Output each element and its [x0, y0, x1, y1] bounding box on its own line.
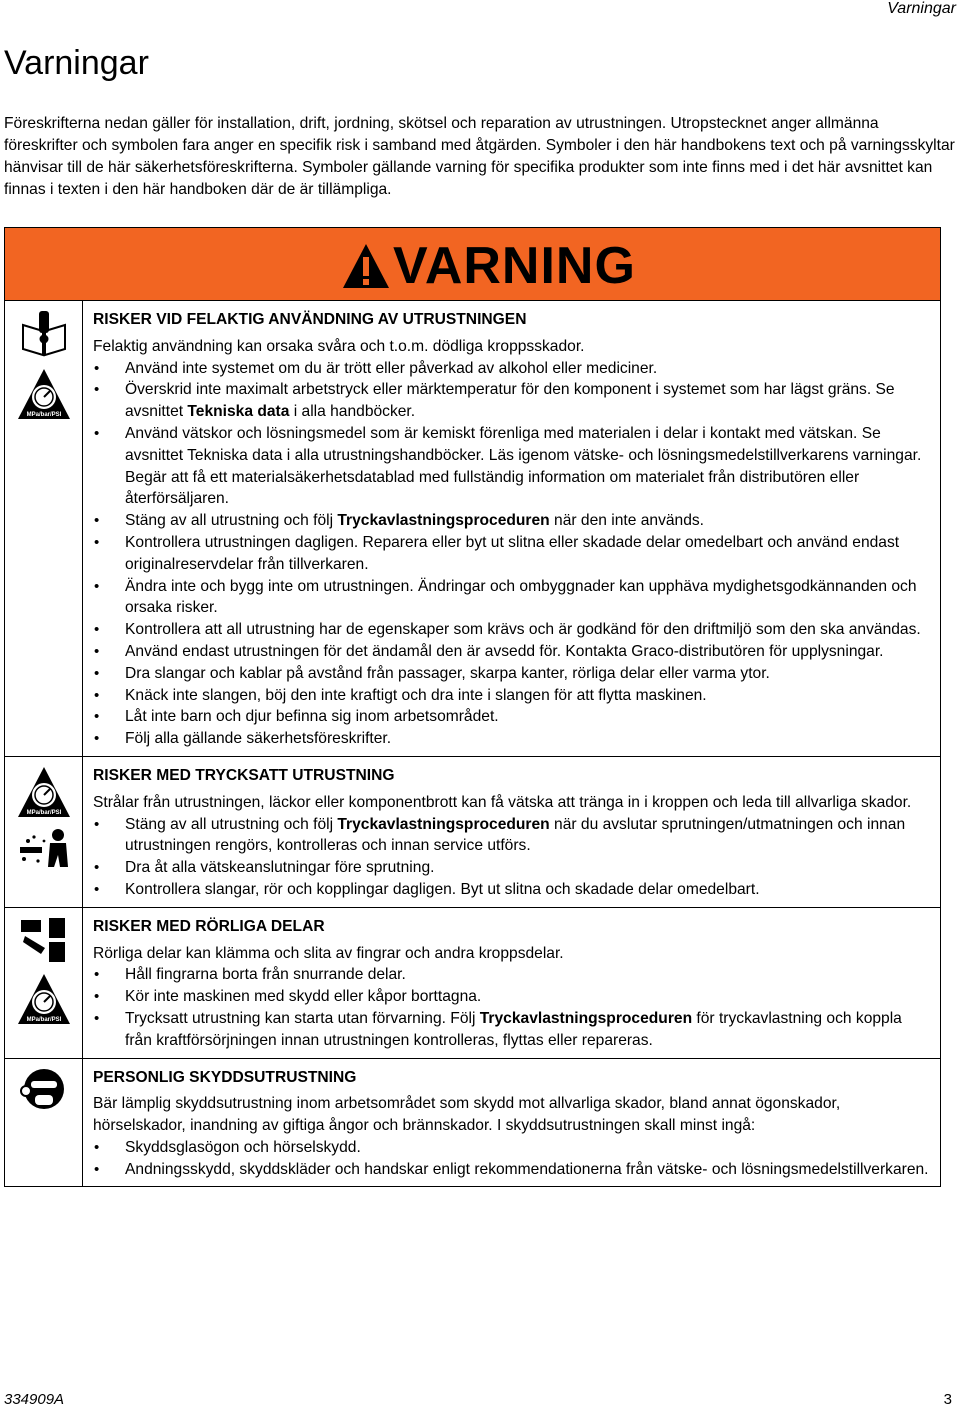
bullet-text: Låt inte barn och djur befinna sig inom arbetsområdet.	[125, 708, 499, 726]
pressure-gauge-icon	[16, 972, 72, 1026]
bullet-text: Andningsskydd, skyddskläder och handskar enligt rekommendationerna från vätske- och lösningsmedelstillverkaren.	[125, 1160, 929, 1178]
svg-text:MPa/bar/PSI: MPa/bar/PSI	[26, 412, 61, 418]
bullet-item	[93, 964, 930, 986]
section-title: RISKER MED RÖRLIGA DELAR	[93, 917, 325, 935]
warning-triangle-icon	[341, 242, 391, 290]
bullet-item	[93, 663, 930, 685]
bullet-text: Trycksatt utrustning kan starta utan förvarning. Följ	[125, 1009, 480, 1027]
bullet-text: Följ alla gällande säkerhetsföreskrifter.	[125, 730, 392, 748]
section-title: RISKER MED TRYCKSATT UTRUSTNING	[93, 766, 395, 784]
bullet-text: när den inte används.	[549, 512, 705, 530]
bullet-text: för tryckavlastning och koppla från kraftförsörjningen innan utrustningen kontrolleras, flyttas eller repareras.	[125, 1009, 902, 1049]
bullet-emphasis: Tekniska data	[187, 403, 290, 421]
bullet-item	[93, 510, 930, 532]
bullet-text: Använd vätskor och lösningsmedel som är kemiskt förenliga med materialen i delar i kontakt med vätskan. Se avsnittet Tekniska data i alla utrustningshandböcker. Läs igenom vätske- och lösningsmedelstillverkarens varningar. Begär att få ett materialsäkerhetsdatablad med fullständig information om materialet från distributören eller återförsäljaren.	[125, 424, 922, 508]
bullet-text: i alla handböcker.	[289, 403, 416, 421]
bullet-text: Använd endast utrustningen för det ändamål den är avsedd för. Kontakta Graco-distributören för upplysningar.	[125, 642, 884, 660]
bullet-list	[93, 964, 930, 1051]
bullet-text: Håll fingrarna borta från snurrande delar.	[125, 966, 406, 984]
warning-section-text	[83, 301, 940, 756]
bullet-item	[93, 619, 930, 641]
section-title: PERSONLIG SKYDDSUTRUSTNING	[93, 1068, 357, 1086]
bullet-item	[93, 1159, 930, 1181]
bullet-item	[93, 1008, 930, 1052]
warning-section	[5, 907, 940, 1058]
svg-text:MPa/bar/PSI: MPa/bar/PSI	[26, 809, 61, 816]
section-lead: Rörliga delar kan klämma och slita av fingrar och andra kroppsdelar.	[93, 944, 564, 962]
bullet-text: Kör inte maskinen med skydd eller kåpor borttagna.	[125, 988, 482, 1006]
bullet-text: Stäng av all utrustning och följ	[125, 815, 338, 833]
bullet-item	[93, 728, 930, 750]
bullet-item	[93, 879, 930, 901]
bullet-emphasis: Tryckavlastningsproceduren	[337, 512, 550, 530]
bullet-text: Kontrollera utrustningen dagligen. Reparera eller byt ut slitna eller skadade delar omedelbart och använd endast originalreservdelar från tillverkaren.	[125, 533, 900, 573]
warning-section-text	[83, 1059, 940, 1187]
bullet-text: Överskrid inte maximalt arbetstryck eller märktemperatur för den komponent i systemet som har lägst gräns. Se avsnittet	[125, 381, 895, 421]
bullet-text: Dra slangar och kablar på avstånd från passager, skarpa kanter, rörliga delar eller varma ytor.	[125, 664, 770, 682]
manual-exclamation-icon	[19, 309, 69, 359]
bullet-item	[93, 532, 930, 576]
page-number: 3	[943, 1391, 952, 1408]
bullet-item	[93, 358, 930, 380]
section-title: RISKER VID FELAKTIG ANVÄNDNING AV UTRUSTNINGEN	[93, 311, 527, 328]
bullet-text: Skyddsglasögon och hörselskydd.	[125, 1138, 361, 1156]
moving-parts-icon	[19, 916, 69, 964]
bullet-text: Använd inte systemet om du är trött eller påverkad av alkohol eller mediciner.	[125, 359, 658, 377]
bullet-emphasis: Tryckavlastningsproceduren	[337, 815, 550, 833]
pressure-gauge-icon	[16, 367, 72, 421]
bullet-item	[93, 706, 930, 728]
running-header: Varningar	[887, 0, 956, 17]
warning-banner-text: VARNING	[393, 237, 636, 295]
page-title: Varningar	[4, 44, 149, 82]
section-lead: Felaktig användning kan orsaka svåra och t.o.m. dödliga kroppsskador.	[93, 337, 585, 355]
warning-section	[5, 1058, 940, 1187]
bullet-item	[93, 685, 930, 707]
warning-table	[4, 227, 941, 1187]
svg-text:MPa/bar/PSI: MPa/bar/PSI	[26, 1016, 61, 1023]
warning-section	[5, 756, 940, 907]
bullet-item	[93, 857, 930, 879]
pressure-gauge-icon	[16, 765, 72, 819]
splash-hazard-icon	[16, 827, 72, 875]
bullet-item	[93, 814, 930, 858]
bullet-text: Knäck inte slangen, böj den inte kraftigt och dra inte i slangen för att flytta maskinen.	[125, 686, 707, 704]
hazard-icons	[5, 301, 83, 756]
section-lead: Strålar från utrustningen, läckor eller komponentbrott kan få vätska att tränga in i kroppen och leda till allvarliga skador.	[93, 793, 912, 811]
bullet-text: Kontrollera slangar, rör och kopplingar dagligen. Byt ut slitna och skadade delar omedelbart.	[125, 880, 760, 898]
bullet-text: Dra åt alla vätskeanslutningar före sprutning.	[125, 859, 435, 877]
warning-section-text	[83, 908, 940, 1058]
protective-equipment-icon	[19, 1067, 69, 1113]
bullet-list	[93, 1137, 930, 1181]
bullet-text: när du avslutar sprutningen/utmatningen och innan utrustningen rengörs, kontrolleras och innan service utförs.	[125, 815, 906, 855]
warning-sections	[5, 301, 940, 1186]
warning-section	[5, 301, 940, 756]
hazard-icons	[5, 1059, 83, 1187]
warning-section-text	[83, 757, 940, 907]
bullet-list	[93, 358, 930, 750]
bullet-text: Kontrollera att all utrustning har de egenskaper som krävs och är godkänd för den driftmiljö som den ska användas.	[125, 621, 921, 639]
bullet-item	[93, 423, 930, 510]
document-number: 334909A	[4, 1391, 65, 1408]
bullet-item	[93, 641, 930, 663]
bullet-item	[93, 379, 930, 423]
hazard-icons	[5, 757, 83, 907]
bullet-text: Ändra inte och bygg inte om utrustningen. Ändringar och ombyggnader kan upphäva mydighetsgodkännanden och orsaka risker.	[125, 577, 917, 617]
bullet-list	[93, 814, 930, 901]
intro-paragraph: Föreskrifterna nedan gäller för installation, drift, jordning, skötsel och reparation av utrustningen. Utropstecknet anger allmänna föreskrifter och symbolen fara anger en specifik risk i samband med åtgärden. Symboler i den här handbokens text och på varningsskyltar hänvisar till de här säkerhetsföreskrifterna. Symboler gällande varning för specifika produkter som inte finns med i det här avsnittet kan finnas i texten i den här handboken där de är tillämpliga.	[4, 115, 955, 198]
warning-banner	[5, 228, 940, 301]
bullet-emphasis: Tryckavlastningsproceduren	[479, 1009, 693, 1027]
bullet-item	[93, 986, 930, 1008]
bullet-item	[93, 576, 930, 620]
section-lead: Bär lämplig skyddsutrustning inom arbetsområdet som skydd mot allvarliga skador, bland annat ögonskador, hörselskador, inandning av giftiga ångor och brännskador. I skyddsutrustningen skall minst ingå:	[93, 1095, 841, 1135]
hazard-icons	[5, 908, 83, 1058]
bullet-item	[93, 1137, 930, 1159]
bullet-text: Stäng av all utrustning och följ	[125, 512, 338, 530]
